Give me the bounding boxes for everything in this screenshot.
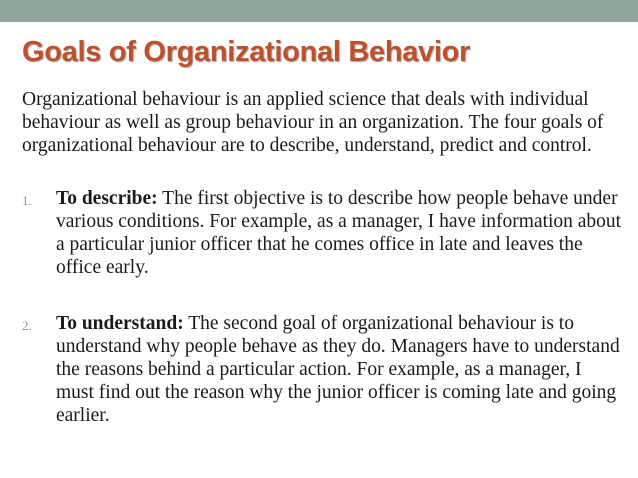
list-item-describe [22,187,622,279]
list-item-lead: To understand: [56,313,184,334]
intro-paragraph: Organizational behaviour is an applied science that deals with individual behaviour as well as group behaviour in an organization. The four goals of organizational behaviour are to describe, understand, predict and control. [22,89,604,156]
list-item-body [56,312,622,427]
list-item-lead: To describe: [56,188,158,209]
slide-title: Goals of Organizational Behavior [22,36,471,68]
list-number: 1. [22,193,32,208]
top-accent-bar [0,0,638,22]
list-item-understand [22,312,622,427]
list-item-text: The first objective is to describe how people behave under various conditions. For example, as a manager, I have information about a particular junior officer that he comes office in late and leaves the office early. [56,188,622,278]
list-number: 2. [22,318,32,333]
list-item-body [56,187,622,279]
list-item-text: The second goal of organizational behaviour is to understand why people behave as they do. Managers have to understand the reasons behind a particular action. For example, as a manager, I must find out the reason why the junior officer is coming late and going earlier. [56,313,620,426]
